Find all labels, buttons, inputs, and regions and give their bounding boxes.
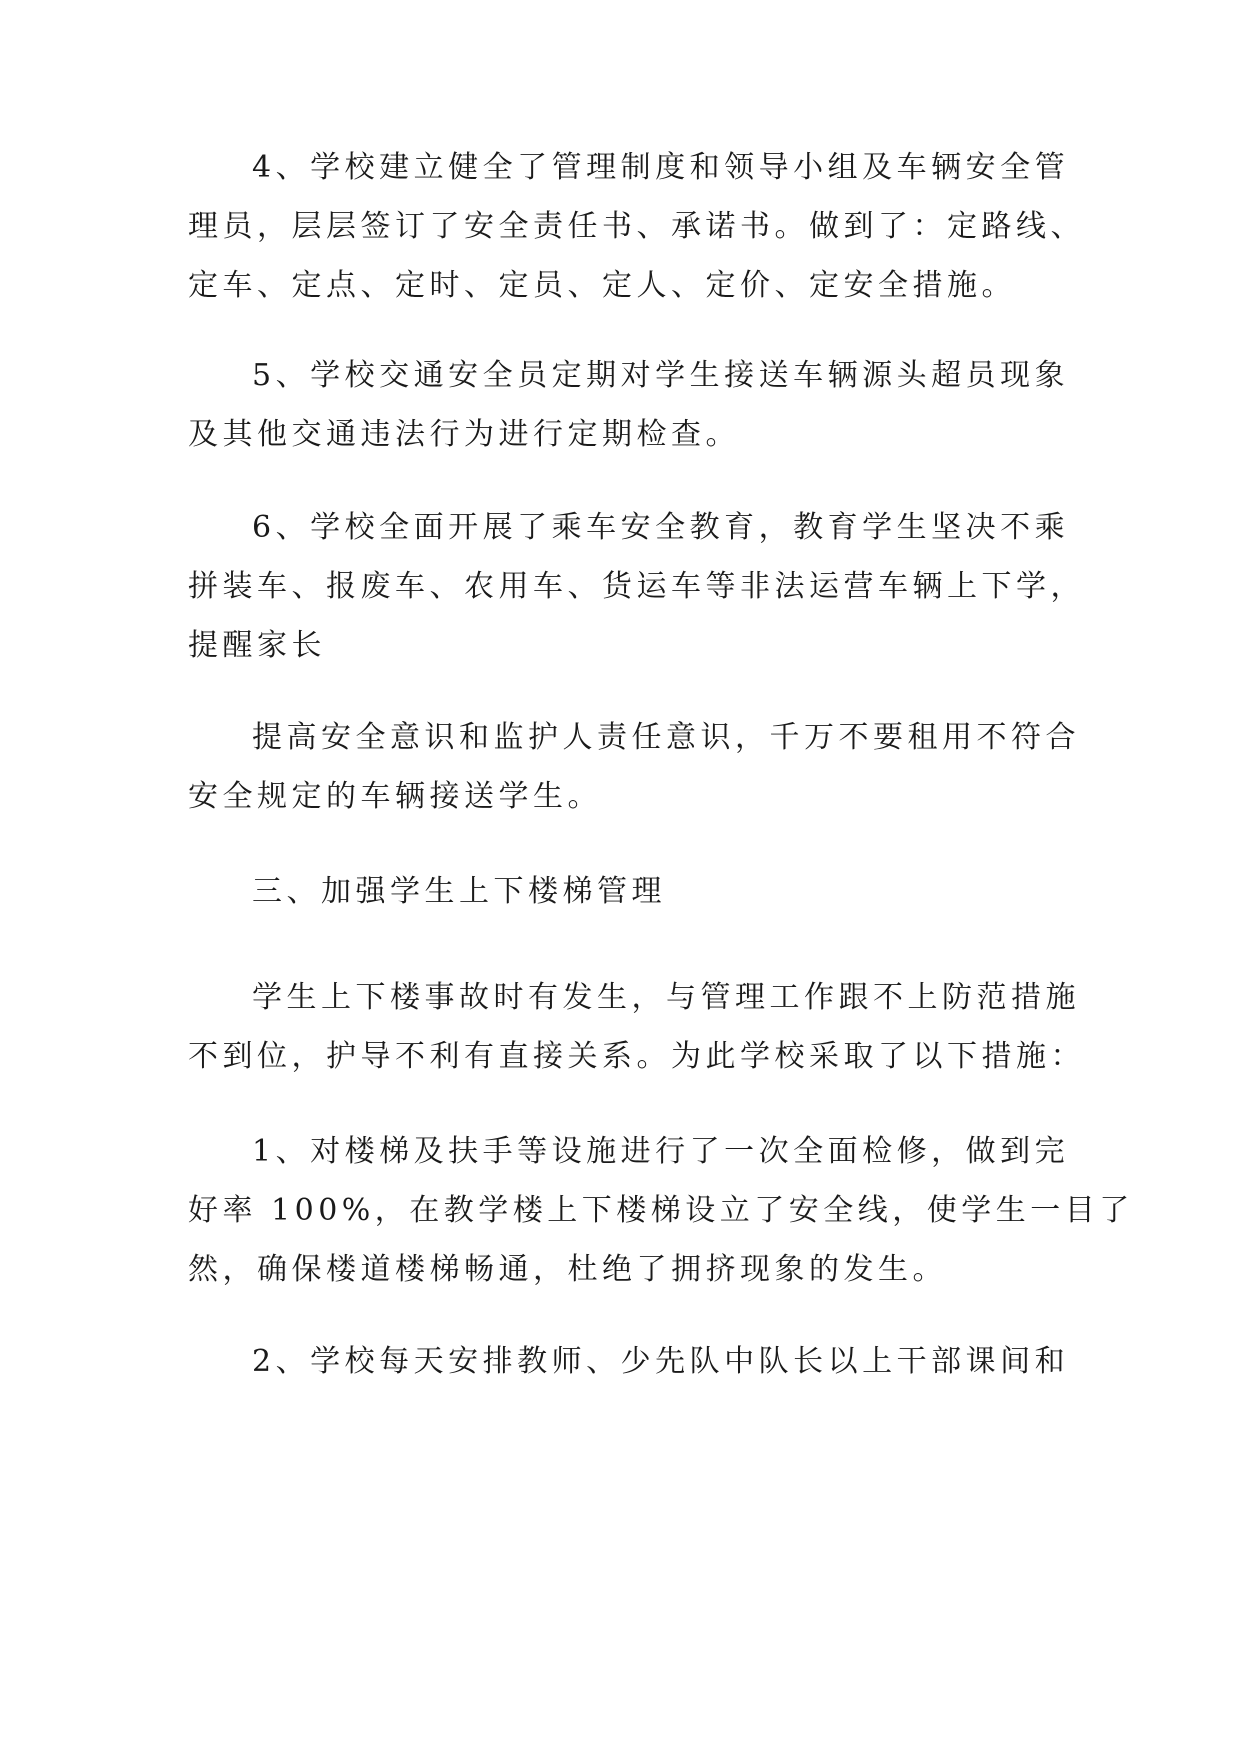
text-line: 提醒家长 [188, 628, 326, 663]
text-line: 安全规定的车辆接送学生。 [188, 779, 602, 814]
text-line: 学生上下楼事故时有发生，与管理工作跟不上防范措施 [252, 980, 1080, 1015]
text-line: 2、学校每天安排教师、少先队中队长以上干部课间和 [252, 1344, 1070, 1379]
text-line: 5、学校交通安全员定期对学生接送车辆源头超员现象 [252, 358, 1070, 393]
text-line: 好率 100%，在教学楼上下楼梯设立了安全线，使学生一目了 [188, 1193, 1134, 1228]
text-line: 6、学校全面开展了乘车安全教育，教育学生坚决不乘 [252, 510, 1070, 545]
text-line: 4、学校建立健全了管理制度和领导小组及车辆安全管 [252, 150, 1070, 185]
text-line: 定车、定点、定时、定员、定人、定价、定安全措施。 [188, 268, 1016, 303]
text-line: 不到位，护导不利有直接关系。为此学校采取了以下措施： [188, 1039, 1085, 1074]
text-line: 1、对楼梯及扶手等设施进行了一次全面检修，做到完 [252, 1134, 1070, 1169]
text-line: 然，确保楼道楼梯畅通，杜绝了拥挤现象的发生。 [188, 1252, 947, 1287]
paragraph-measure-1 [188, 1122, 1134, 1299]
section-heading-stairs [188, 862, 1068, 921]
text-line: 提高安全意识和监护人责任意识，千万不要租用不符合 [252, 720, 1080, 755]
text-line: 理员，层层签订了安全责任书、承诺书。做到了：定路线、 [188, 209, 1085, 244]
paragraph-item-5 [188, 346, 1068, 464]
paragraph-item-6 [188, 498, 1085, 675]
text-line: 及其他交通违法行为进行定期检查。 [188, 417, 740, 452]
paragraph-stairs-intro [188, 968, 1085, 1086]
text-line: 拼装车、报废车、农用车、货运车等非法运营车辆上下学， [188, 569, 1085, 604]
section-heading-text: 三、加强学生上下楼梯管理 [252, 874, 666, 909]
paragraph-item-4 [188, 138, 1085, 315]
paragraph-measure-2 [188, 1332, 1068, 1391]
paragraph-safety-awareness [188, 708, 1080, 826]
